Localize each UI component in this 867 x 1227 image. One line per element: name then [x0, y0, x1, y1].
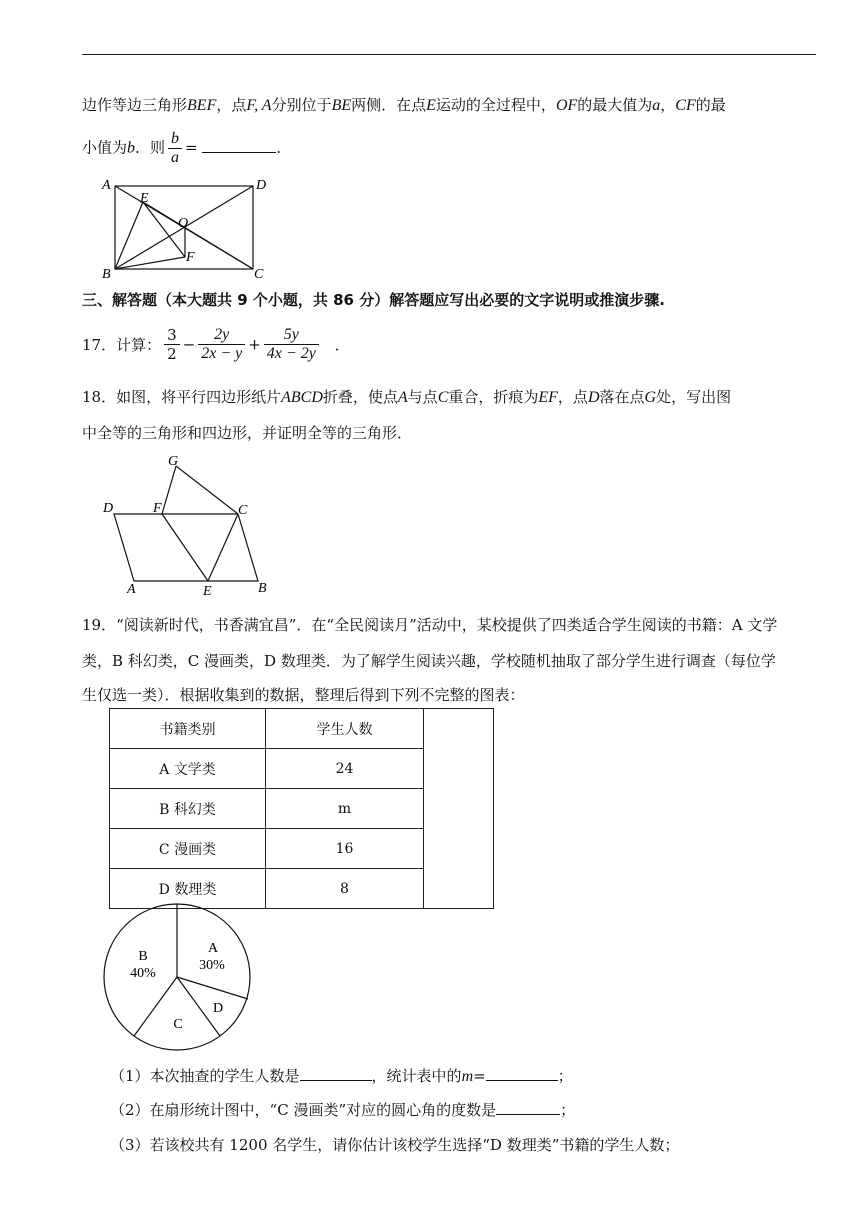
question-18-line1: 18．如图，将平行四边形纸片ABCD折叠，使点A与点C重合，折痕为EF，点D落在点G处，写出图: [82, 388, 732, 406]
answer-blank-m[interactable]: [486, 1066, 558, 1081]
label-B2: B: [258, 581, 267, 596]
table-row: B 科幻类 m: [110, 789, 494, 829]
pie-label-B-pct: 40%: [130, 966, 156, 981]
label-D2: D: [103, 501, 114, 516]
section-heading: 三、解答题（本大题共 9 个小题，共 86 分）解答题应写出必要的文字说明或推演步骤.: [82, 291, 665, 309]
label-A2: A: [127, 582, 136, 597]
label-E2: E: [203, 584, 212, 599]
question-19-line1: 19．“阅读新时代，书香满宜昌”．在“全民阅读月”活动中，某校提供了四类适合学生阅读的书籍：A 文学: [82, 616, 778, 634]
pie-label-A-pct: 30%: [199, 958, 225, 973]
label-F: F: [186, 250, 195, 265]
fraction-b-over-a: $\frac{b}{a}$: [168, 130, 182, 167]
table-row: A 文学类 24: [110, 749, 494, 789]
label-E: E: [140, 191, 149, 206]
label-D: D: [256, 178, 267, 193]
parallelogram-figure: [100, 452, 280, 597]
question-18-line2: 中全等的三角形和四边形，并证明全等的三角形．: [82, 424, 413, 442]
label-C2: C: [238, 503, 248, 518]
pie-label-B: B: [138, 949, 148, 964]
question-19-sub1: （1）本次抽查的学生人数是 ，统计表中的m= ；: [110, 1067, 573, 1085]
label-F2: F: [153, 501, 162, 516]
label-C: C: [254, 267, 264, 282]
pie-label-D: D: [212, 1001, 224, 1016]
label-G: G: [168, 454, 179, 469]
table-empty-column: [424, 709, 494, 909]
rectangle-figure: [100, 176, 280, 282]
question-19-line3: 生仅选一类）．根据收集到的数据，整理后得到下列不完整的图表：: [82, 686, 525, 704]
prev-problem-line2: 小值为b．则 $\frac{b}{a}$ = ．: [82, 130, 292, 166]
pie-label-C: C: [173, 1017, 183, 1032]
table-header-row: [110, 709, 494, 749]
label-O: O: [178, 216, 189, 231]
label-A: A: [102, 178, 111, 193]
question-19-sub2: （2）在扇形统计图中，“C 漫画类”对应的圆心角的度数是 ；: [110, 1101, 576, 1119]
table-header-category: 书籍类别: [110, 709, 266, 749]
question-19-sub3: （3）若该校共有 1200 名学生，请你估计该校学生选择“D 数理类”书籍的学生人数；: [110, 1136, 680, 1154]
book-category-table: [109, 708, 494, 909]
table-row: D 数理类 8: [110, 869, 494, 909]
header-rule: [82, 54, 816, 55]
answer-blank-angle[interactable]: [496, 1100, 560, 1115]
answer-blank-total[interactable]: [300, 1066, 372, 1081]
label-B: B: [102, 267, 111, 282]
pie-chart: [100, 900, 260, 1060]
table-row: C 漫画类 16: [110, 829, 494, 869]
table-header-count: 学生人数: [266, 709, 424, 749]
prev-problem-line1: 边作等边三角形BEF，点F, A分别位于BE两侧．在点E运动的全过程中，OF的最大值为a，CF的最: [82, 96, 726, 114]
answer-blank[interactable]: [202, 138, 276, 153]
question-17: 17．计算： $\frac{3}{2}$ − $\frac{2y}{2x - y}$ + $\frac{5y}{4x - 2y}$ ．: [82, 326, 350, 363]
pie-label-A: A: [207, 941, 219, 956]
question-19-line2: 类，B 科幻类，C 漫画类，D 数理类．为了解学生阅读兴趣，学校随机抽取了部分学生进行调查（每位学: [82, 652, 776, 670]
